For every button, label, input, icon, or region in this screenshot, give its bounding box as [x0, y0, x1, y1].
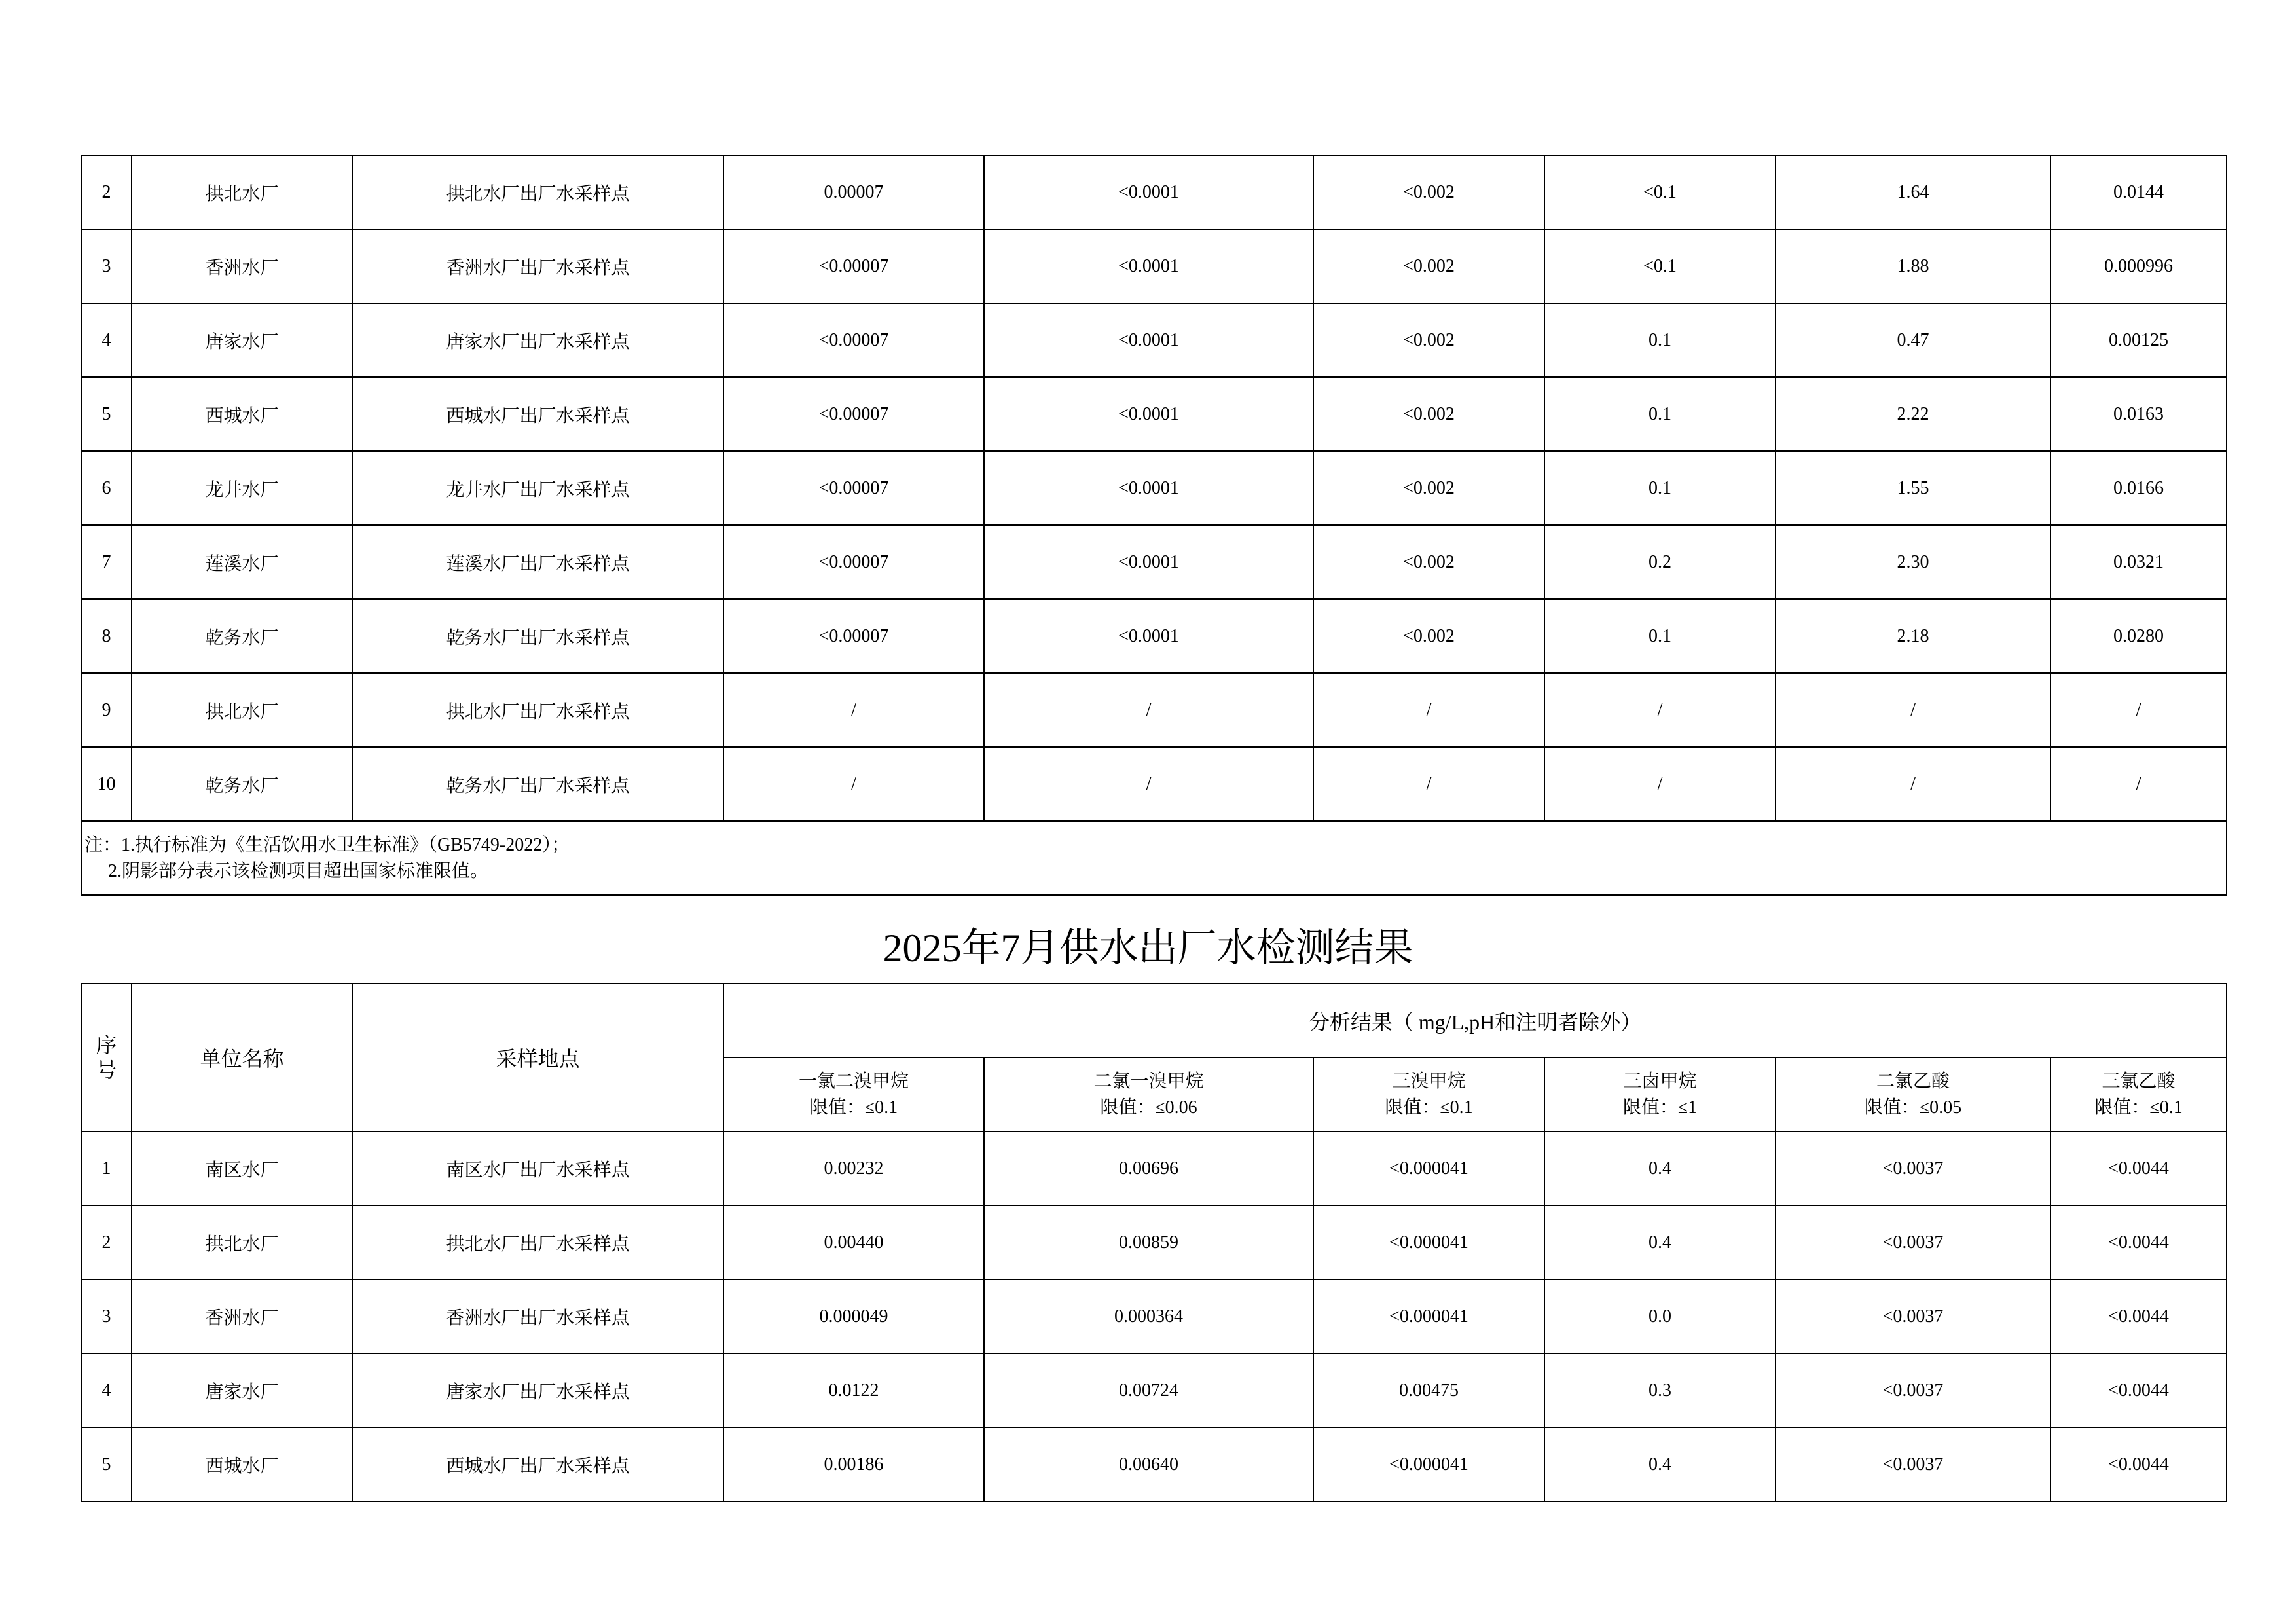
header-item-name: 一氯二溴甲烷	[798, 1071, 909, 1092]
cell-sampling-site: 拱北水厂出厂水采样点	[352, 1205, 723, 1279]
table-row	[81, 155, 2227, 229]
cell-value: <0.0037	[1776, 1279, 2050, 1353]
cell-unit-name: 西城水厂	[132, 377, 352, 451]
cell-value: 0.000996	[2050, 229, 2227, 303]
cell-serial-number: 9	[81, 673, 132, 747]
cell-unit-name: 拱北水厂	[132, 673, 352, 747]
table-row	[81, 303, 2227, 377]
cell-value: 2.18	[1776, 599, 2050, 673]
cell-value: <0.0044	[2050, 1353, 2227, 1427]
cell-unit-name: 香洲水厂	[132, 229, 352, 303]
cell-unit-name: 乾务水厂	[132, 599, 352, 673]
cell-value: <0.002	[1313, 599, 1544, 673]
cell-value: 0.00696	[984, 1131, 1313, 1205]
cell-value: 0.00859	[984, 1205, 1313, 1279]
cell-value: <0.00007	[723, 599, 984, 673]
cell-value: 0.0166	[2050, 451, 2227, 525]
cell-value: 0.00475	[1313, 1353, 1544, 1427]
cell-unit-name: 西城水厂	[132, 1427, 352, 1501]
cell-value: 1.64	[1776, 155, 2050, 229]
cell-value: 0.1	[1544, 303, 1776, 377]
cell-value: <0.0001	[984, 229, 1313, 303]
cell-serial-number: 4	[81, 303, 132, 377]
cell-value: /	[1544, 673, 1776, 747]
table-row	[81, 451, 2227, 525]
cell-value: 0.00007	[723, 155, 984, 229]
header-item	[723, 1057, 984, 1131]
table-row	[81, 525, 2227, 599]
cell-value: <0.002	[1313, 525, 1544, 599]
cell-value: 0.000364	[984, 1279, 1313, 1353]
cell-value: <0.002	[1313, 303, 1544, 377]
cell-value: <0.0044	[2050, 1279, 2227, 1353]
cell-value: 0.4	[1544, 1131, 1776, 1205]
cell-serial-number: 5	[81, 1427, 132, 1501]
cell-value: <0.000041	[1313, 1279, 1544, 1353]
cell-value: 0.2	[1544, 525, 1776, 599]
cell-sampling-site: 香洲水厂出厂水采样点	[352, 1279, 723, 1353]
cell-unit-name: 龙井水厂	[132, 451, 352, 525]
cell-value: /	[723, 673, 984, 747]
table-row	[81, 599, 2227, 673]
cell-value: 0.00186	[723, 1427, 984, 1501]
cell-value: 1.88	[1776, 229, 2050, 303]
results-table	[81, 983, 2227, 1502]
cell-value: 0.4	[1544, 1427, 1776, 1501]
cell-value: 0.00724	[984, 1353, 1313, 1427]
cell-value: 0.0	[1544, 1279, 1776, 1353]
cell-value: <0.0044	[2050, 1427, 2227, 1501]
notes	[81, 821, 2227, 895]
cell-unit-name: 拱北水厂	[132, 155, 352, 229]
header-item-limit: 限值：≤0.1	[2094, 1097, 2183, 1118]
cell-value: 0.0122	[723, 1353, 984, 1427]
header-item-name: 三氯乙酸	[2102, 1071, 2176, 1092]
cell-value: <0.0001	[984, 525, 1313, 599]
cell-value: <0.00007	[723, 229, 984, 303]
cell-value: /	[1313, 673, 1544, 747]
cell-value: <0.0044	[2050, 1205, 2227, 1279]
cell-sampling-site: 拱北水厂出厂水采样点	[352, 155, 723, 229]
cell-value: 0.0144	[2050, 155, 2227, 229]
cell-value: <0.0037	[1776, 1427, 2050, 1501]
cell-sampling-site: 西城水厂出厂水采样点	[352, 377, 723, 451]
table-row	[81, 1131, 2227, 1205]
cell-serial-number: 10	[81, 747, 132, 821]
cell-value: /	[984, 673, 1313, 747]
cell-sampling-site: 乾务水厂出厂水采样点	[352, 599, 723, 673]
cell-sampling-site: 唐家水厂出厂水采样点	[352, 303, 723, 377]
cell-unit-name: 乾务水厂	[132, 747, 352, 821]
cell-serial-number: 2	[81, 1205, 132, 1279]
cell-serial-number: 4	[81, 1353, 132, 1427]
cell-serial-number: 6	[81, 451, 132, 525]
table-row	[81, 1353, 2227, 1427]
cell-value: 0.00232	[723, 1131, 984, 1205]
header-item	[1313, 1057, 1544, 1131]
cell-serial-number: 8	[81, 599, 132, 673]
header-serial-line1: 序	[96, 1033, 117, 1057]
header-item	[1776, 1057, 2050, 1131]
note-line-1: 注：1.执行标准为《生活饮用水卫生标准》（GB5749-2022）；	[84, 834, 570, 855]
table-row	[81, 673, 2227, 747]
cell-value: 0.0163	[2050, 377, 2227, 451]
header-unit-name: 单位名称	[132, 983, 352, 1131]
cell-value: 0.00640	[984, 1427, 1313, 1501]
cell-value: <0.000041	[1313, 1427, 1544, 1501]
cell-value: 0.1	[1544, 599, 1776, 673]
cell-sampling-site: 南区水厂出厂水采样点	[352, 1131, 723, 1205]
cell-value: <0.0001	[984, 303, 1313, 377]
header-item-limit: 限值：≤0.05	[1864, 1097, 1962, 1118]
cell-value: <0.1	[1544, 229, 1776, 303]
cell-value: 1.55	[1776, 451, 2050, 525]
cell-value: <0.002	[1313, 155, 1544, 229]
cell-value: <0.1	[1544, 155, 1776, 229]
cell-value: /	[1776, 747, 2050, 821]
cell-value: <0.000041	[1313, 1131, 1544, 1205]
page-title: 2025年7月供水出厂水检测结果	[883, 927, 1413, 970]
header-item-limit: 限值：≤1	[1622, 1097, 1698, 1118]
header-item	[1544, 1057, 1776, 1131]
cell-unit-name: 莲溪水厂	[132, 525, 352, 599]
cell-sampling-site: 西城水厂出厂水采样点	[352, 1427, 723, 1501]
cell-value: <0.002	[1313, 377, 1544, 451]
cell-value: /	[2050, 747, 2227, 821]
cell-value: <0.0037	[1776, 1353, 2050, 1427]
header-item-name: 二氯一溴甲烷	[1093, 1071, 1204, 1092]
header-serial-line2: 号	[96, 1058, 117, 1082]
cell-value: 0.000049	[723, 1279, 984, 1353]
cell-serial-number: 1	[81, 1131, 132, 1205]
cell-value: /	[723, 747, 984, 821]
cell-value: 0.00440	[723, 1205, 984, 1279]
cell-unit-name: 拱北水厂	[132, 1205, 352, 1279]
cell-value: <0.00007	[723, 377, 984, 451]
cell-unit-name: 南区水厂	[132, 1131, 352, 1205]
table-row	[81, 1279, 2227, 1353]
cell-sampling-site: 龙井水厂出厂水采样点	[352, 451, 723, 525]
cell-serial-number: 2	[81, 155, 132, 229]
table-row	[81, 1427, 2227, 1501]
cell-sampling-site: 乾务水厂出厂水采样点	[352, 747, 723, 821]
cell-value: 0.4	[1544, 1205, 1776, 1279]
cell-sampling-site: 唐家水厂出厂水采样点	[352, 1353, 723, 1427]
cell-value: /	[1776, 673, 2050, 747]
cell-value: <0.0037	[1776, 1205, 2050, 1279]
cell-value: <0.000041	[1313, 1205, 1544, 1279]
header-item-limit: 限值：≤0.1	[1385, 1097, 1473, 1118]
header-item-name: 三卤甲烷	[1623, 1071, 1697, 1092]
cell-value: 0.0280	[2050, 599, 2227, 673]
table-row	[81, 747, 2227, 821]
cell-value: <0.0044	[2050, 1131, 2227, 1205]
cell-serial-number: 7	[81, 525, 132, 599]
cell-value: <0.0001	[984, 451, 1313, 525]
header-item-limit: 限值：≤0.1	[809, 1097, 898, 1118]
cell-value: <0.0037	[1776, 1131, 2050, 1205]
cell-value: <0.002	[1313, 229, 1544, 303]
header-item-limit: 限值：≤0.06	[1100, 1097, 1197, 1118]
cell-unit-name: 香洲水厂	[132, 1279, 352, 1353]
cell-value: <0.00007	[723, 303, 984, 377]
cell-serial-number: 5	[81, 377, 132, 451]
cell-sampling-site: 拱北水厂出厂水采样点	[352, 673, 723, 747]
cell-value: <0.00007	[723, 451, 984, 525]
cell-value: /	[1313, 747, 1544, 821]
cell-value: <0.0001	[984, 599, 1313, 673]
cell-serial-number: 3	[81, 1279, 132, 1353]
cell-value: /	[1544, 747, 1776, 821]
cell-unit-name: 唐家水厂	[132, 303, 352, 377]
header-item-name: 三溴甲烷	[1392, 1071, 1466, 1092]
cell-value: <0.002	[1313, 451, 1544, 525]
header-sampling-site: 采样地点	[352, 983, 723, 1131]
cell-value: <0.00007	[723, 525, 984, 599]
header-item	[984, 1057, 1313, 1131]
cell-value: 0.0321	[2050, 525, 2227, 599]
table-row	[81, 1205, 2227, 1279]
cell-value: 2.30	[1776, 525, 2050, 599]
results-table-continued	[81, 155, 2227, 896]
header-item	[2050, 1057, 2227, 1131]
cell-value: 2.22	[1776, 377, 2050, 451]
notes-row	[81, 821, 2227, 895]
cell-value: /	[2050, 673, 2227, 747]
cell-value: /	[984, 747, 1313, 821]
cell-serial-number: 3	[81, 229, 132, 303]
note-line-2: 2.阴影部分表示该检测项目超出国家标准限值。	[108, 860, 489, 881]
cell-value: 0.1	[1544, 451, 1776, 525]
cell-value: 0.47	[1776, 303, 2050, 377]
cell-value: 0.00125	[2050, 303, 2227, 377]
cell-sampling-site: 香洲水厂出厂水采样点	[352, 229, 723, 303]
cell-value: 0.1	[1544, 377, 1776, 451]
table-row	[81, 377, 2227, 451]
header-item-name: 二氯乙酸	[1876, 1071, 1950, 1092]
cell-unit-name: 唐家水厂	[132, 1353, 352, 1427]
cell-value: 0.3	[1544, 1353, 1776, 1427]
header-serial-number	[81, 983, 132, 1131]
table-row	[81, 229, 2227, 303]
header-analysis-results: 分析结果（ mg/L,pH和注明者除外）	[723, 983, 2227, 1057]
cell-value: <0.0001	[984, 377, 1313, 451]
cell-value: <0.0001	[984, 155, 1313, 229]
cell-sampling-site: 莲溪水厂出厂水采样点	[352, 525, 723, 599]
